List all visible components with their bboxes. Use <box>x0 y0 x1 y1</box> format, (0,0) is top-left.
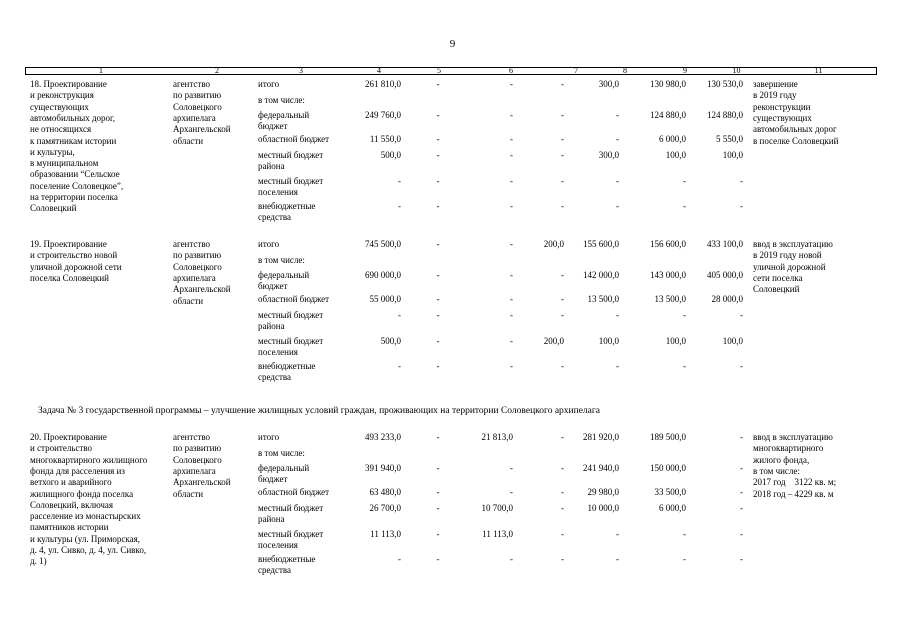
result-line: завершение <box>753 79 798 89</box>
value-cell: - <box>436 201 440 211</box>
funding-source: поселения <box>258 187 298 198</box>
value-cell: 690 000,0 <box>365 270 401 280</box>
value-cell: - <box>740 529 743 539</box>
project-name-line: многоквартирного жилищного <box>30 454 148 465</box>
value-cell: 100,0 <box>665 336 686 346</box>
value-cell: - <box>436 361 440 371</box>
funding-source: бюджет <box>258 121 288 132</box>
funding-source: местный бюджет <box>258 336 324 346</box>
executor-line: архипелага <box>173 272 216 283</box>
value-cell: 433 100,0 <box>707 239 743 249</box>
value-cell: 155 600,0 <box>583 239 619 249</box>
result-line: ввод в эксплуатацию <box>753 432 833 442</box>
value-cell: - <box>561 432 564 442</box>
project-name-line: и культуры, <box>30 146 75 157</box>
value-cell: - <box>510 201 513 211</box>
executor-line: агентство <box>173 239 211 249</box>
value-cell: - <box>561 294 564 304</box>
executor-line: Соловецкого <box>173 261 222 272</box>
value-cell: 391 940,0 <box>365 463 401 473</box>
value-cell: - <box>561 554 564 564</box>
value-cell: - <box>616 361 619 371</box>
project-name-line: Соловецкий, включая <box>30 499 114 510</box>
value-cell: - <box>510 554 513 564</box>
header-col-7: 7 <box>574 66 578 75</box>
funding-source: итого <box>258 79 280 89</box>
value-cell: 493 233,0 <box>365 432 401 442</box>
executor-line: области <box>173 135 204 146</box>
value-cell: - <box>398 176 401 186</box>
value-cell: - <box>683 176 686 186</box>
funding-source: внебюджетные <box>258 554 316 564</box>
value-cell: - <box>683 361 686 371</box>
executor-line: по развитию <box>173 250 222 261</box>
value-cell: - <box>510 463 513 473</box>
project-name-line: поселение Соловецкое”, <box>30 180 124 191</box>
funding-source: в том числе: <box>258 255 305 265</box>
funding-source: средства <box>258 565 292 576</box>
value-cell: 300,0 <box>598 79 619 89</box>
value-cell: - <box>510 487 513 497</box>
value-cell: 100,0 <box>598 336 619 346</box>
value-cell: 142 000,0 <box>583 270 619 280</box>
result-line: ввод в эксплуатацию <box>753 239 833 249</box>
header-col-2: 2 <box>215 66 219 75</box>
funding-source: средства <box>258 212 292 223</box>
value-cell: - <box>683 201 686 211</box>
value-cell: 11 113,0 <box>482 529 513 539</box>
value-cell: 124 880,0 <box>707 110 743 120</box>
value-cell: 200,0 <box>543 336 564 346</box>
value-cell: - <box>398 554 401 564</box>
value-cell: 10 000,0 <box>587 503 619 513</box>
value-cell: 156 600,0 <box>650 239 686 249</box>
value-cell: 300,0 <box>598 150 619 160</box>
value-cell: - <box>436 503 440 513</box>
funding-source: района <box>258 514 285 525</box>
result-line: автомобильных дорог <box>753 124 837 135</box>
value-cell: - <box>616 201 619 211</box>
result-line: уличной дорожной <box>753 261 826 272</box>
value-cell: - <box>561 463 564 473</box>
funding-source: местный бюджет <box>258 310 324 320</box>
table-header <box>25 67 877 75</box>
value-cell: 5 550,0 <box>716 134 743 144</box>
value-cell: - <box>561 150 564 160</box>
executor-line: по развитию <box>173 443 222 454</box>
funding-source: района <box>258 161 285 172</box>
value-cell: 281 920,0 <box>583 432 619 442</box>
value-cell: - <box>683 310 686 320</box>
value-cell: 13 500,0 <box>654 294 686 304</box>
project-name-line: 19. Проектирование <box>30 239 107 249</box>
project-name-line: и строительство <box>30 443 93 454</box>
value-cell: - <box>510 176 513 186</box>
project-name-line: памятников истории <box>30 522 109 533</box>
value-cell: 13 500,0 <box>587 294 619 304</box>
value-cell: - <box>561 201 564 211</box>
value-cell: 500,0 <box>380 150 401 160</box>
executor-line: агентство <box>173 432 211 442</box>
value-cell: - <box>616 134 619 144</box>
value-cell: - <box>616 176 619 186</box>
value-cell: - <box>436 529 440 539</box>
value-cell: 200,0 <box>543 239 564 249</box>
value-cell: - <box>398 310 401 320</box>
header-col-6: 6 <box>509 66 513 75</box>
funding-source: района <box>258 321 285 332</box>
value-cell: - <box>510 79 513 89</box>
value-cell: - <box>740 463 743 473</box>
funding-source: местный бюджет <box>258 529 324 539</box>
value-cell: - <box>436 150 440 160</box>
value-cell: - <box>740 201 743 211</box>
value-cell: - <box>561 503 564 513</box>
project-name-line: к памятникам истории <box>30 135 117 146</box>
value-cell: - <box>683 529 686 539</box>
value-cell: - <box>510 336 513 346</box>
project-name-line: на территории поселка <box>30 192 118 202</box>
project-name-line: ветхого и аварийного <box>30 477 112 488</box>
value-cell: - <box>561 134 564 144</box>
value-cell: - <box>510 134 513 144</box>
value-cell: - <box>510 239 513 249</box>
value-cell: - <box>740 432 743 442</box>
value-cell: - <box>436 239 440 249</box>
value-cell: 10 700,0 <box>481 503 513 513</box>
result-line: в том числе: <box>753 465 800 476</box>
funding-source: областной бюджет <box>258 134 330 144</box>
value-cell: - <box>436 310 440 320</box>
funding-source: итого <box>258 432 280 442</box>
funding-source: средства <box>258 372 292 383</box>
value-cell: 55 000,0 <box>369 294 401 304</box>
value-cell: - <box>740 176 743 186</box>
project-name-line: 18. Проектирование <box>30 79 107 89</box>
funding-source: федеральный <box>258 110 310 120</box>
value-cell: - <box>436 463 440 473</box>
value-cell: - <box>510 150 513 160</box>
project-name-line: существующих <box>30 101 89 112</box>
executor-line: архипелага <box>173 465 216 476</box>
value-cell: 130 530,0 <box>707 79 743 89</box>
executor-line: Архангельской <box>173 284 231 295</box>
funding-source: областной бюджет <box>258 487 330 497</box>
value-cell: - <box>561 110 564 120</box>
header-col-5: 5 <box>437 66 441 75</box>
value-cell: - <box>683 554 686 564</box>
value-cell: - <box>740 487 743 497</box>
funding-source: федеральный <box>258 463 310 473</box>
value-cell: 500,0 <box>380 336 401 346</box>
funding-source: внебюджетные <box>258 201 316 211</box>
value-cell: - <box>740 310 743 320</box>
value-cell: - <box>561 176 564 186</box>
value-cell: 100,0 <box>665 150 686 160</box>
value-cell: 6 000,0 <box>659 503 686 513</box>
value-cell: - <box>510 294 513 304</box>
value-cell: - <box>740 503 743 513</box>
result-line: в 2019 году <box>753 90 797 101</box>
header-col-9: 9 <box>683 66 687 75</box>
result-line: жилого фонда, <box>753 454 810 465</box>
value-cell: - <box>561 529 564 539</box>
value-cell: - <box>436 432 440 442</box>
value-cell: 249 760,0 <box>365 110 401 120</box>
executor-line: Архангельской <box>173 477 231 488</box>
value-cell: 189 500,0 <box>650 432 686 442</box>
executor-line: агентство <box>173 79 211 89</box>
value-cell: 124 880,0 <box>650 110 686 120</box>
value-cell: 241 940,0 <box>583 463 619 473</box>
task-heading: Задача № 3 государственной программы – улучшение жилищных условий граждан, проживающих на территории Соловецкого архипелага <box>38 406 600 416</box>
value-cell: 6 000,0 <box>659 134 686 144</box>
funding-source: поселения <box>258 540 298 551</box>
project-name-line: автомобильных дорог, <box>30 112 115 123</box>
result-line: сети поселка <box>753 272 803 283</box>
funding-source: областной бюджет <box>258 294 330 304</box>
project-name-line: и строительство новой <box>30 250 118 261</box>
value-cell: - <box>398 201 401 211</box>
value-cell: 100,0 <box>722 150 743 160</box>
value-cell: - <box>436 270 440 280</box>
project-name-line: д. 4, ул. Сивко, д. 4, ул. Сивко, <box>30 545 147 555</box>
value-cell: 11 550,0 <box>369 134 401 144</box>
funding-source: в том числе: <box>258 95 305 105</box>
value-cell: 745 500,0 <box>365 239 401 249</box>
result-line: 2017 год 3122 кв. м; <box>753 477 837 488</box>
project-name-line: поселка Соловецкий <box>30 272 110 283</box>
value-cell: - <box>436 110 440 120</box>
project-name-line: и культуры (ул. Приморская, <box>30 533 140 544</box>
value-cell: 28 000,0 <box>711 294 743 304</box>
result-line: 2018 год – 4229 кв. м <box>753 488 834 499</box>
funding-source: местный бюджет <box>258 176 324 186</box>
value-cell: 63 480,0 <box>369 487 401 497</box>
value-cell: - <box>436 554 440 564</box>
value-cell: - <box>436 79 440 89</box>
executor-line: Соловецкого <box>173 101 222 112</box>
value-cell: - <box>436 336 440 346</box>
executor-line: области <box>173 295 204 306</box>
executor-line: Архангельской <box>173 124 231 135</box>
funding-source: в том числе: <box>258 448 305 458</box>
header-col-1: 1 <box>99 66 103 75</box>
value-cell: - <box>561 487 564 497</box>
funding-source: местный бюджет <box>258 150 324 160</box>
executor-line: по развитию <box>173 90 222 101</box>
value-cell: - <box>561 361 564 371</box>
executor-line: области <box>173 488 204 499</box>
project-name-line: д. 1) <box>30 556 47 567</box>
value-cell: 261 810,0 <box>365 79 401 89</box>
value-cell: - <box>561 270 564 280</box>
funding-source: внебюджетные <box>258 361 316 371</box>
value-cell: - <box>510 270 513 280</box>
funding-source: бюджет <box>258 474 288 485</box>
project-name-line: расселение из монастырских <box>30 511 141 522</box>
result-line: многоквартирного <box>753 443 824 454</box>
value-cell: - <box>436 134 440 144</box>
result-line: реконструкции <box>753 101 811 112</box>
value-cell: - <box>616 554 619 564</box>
result-line: в 2019 году новой <box>753 250 822 261</box>
project-name-line: Соловецкий <box>30 203 77 214</box>
header-col-8: 8 <box>623 66 627 75</box>
value-cell: - <box>510 310 513 320</box>
funding-source: итого <box>258 239 280 249</box>
result-line: существующих <box>753 112 812 123</box>
value-cell: 33 500,0 <box>654 487 686 497</box>
value-cell: 26 700,0 <box>369 503 401 513</box>
header-col-10: 10 <box>732 66 741 75</box>
project-name-line: и реконструкция <box>30 90 94 101</box>
funding-source: федеральный <box>258 270 310 280</box>
executor-line: Соловецкого <box>173 454 222 465</box>
project-name-line: фонда для расселения из <box>30 465 125 476</box>
value-cell: - <box>398 361 401 371</box>
value-cell: - <box>510 361 513 371</box>
value-cell: 29 980,0 <box>587 487 619 497</box>
result-line: в поселке Соловецкий <box>753 135 839 146</box>
value-cell: - <box>561 79 564 89</box>
executor-line: архипелага <box>173 112 216 123</box>
value-cell: - <box>616 529 619 539</box>
value-cell: - <box>436 487 440 497</box>
value-cell: - <box>561 310 564 320</box>
funding-source: местный бюджет <box>258 503 324 513</box>
value-cell: 405 000,0 <box>707 270 743 280</box>
project-name-line: жилищного фонда поселка <box>30 488 134 499</box>
project-name-line: образовании “Сельское <box>30 169 120 180</box>
project-name-line: не относящихся <box>30 124 92 135</box>
value-cell: - <box>510 110 513 120</box>
value-cell: - <box>436 176 440 186</box>
value-cell: - <box>436 294 440 304</box>
funding-source: поселения <box>258 347 298 358</box>
value-cell: 100,0 <box>722 336 743 346</box>
header-col-4: 4 <box>377 66 381 75</box>
header-col-3: 3 <box>299 66 303 75</box>
project-name-line: 20. Проектирование <box>30 432 107 442</box>
value-cell: 21 813,0 <box>481 432 513 442</box>
value-cell: 143 000,0 <box>650 270 686 280</box>
header-col-11: 11 <box>814 66 823 75</box>
result-line: Соловецкий <box>753 284 800 295</box>
value-cell: 130 980,0 <box>650 79 686 89</box>
value-cell: 11 113,0 <box>370 529 401 539</box>
value-cell: - <box>616 110 619 120</box>
page-number: 9 <box>449 38 456 50</box>
value-cell: - <box>740 554 743 564</box>
value-cell: 150 000,0 <box>650 463 686 473</box>
value-cell: - <box>740 361 743 371</box>
value-cell: - <box>616 310 619 320</box>
funding-source: бюджет <box>258 281 288 292</box>
project-name-line: в муниципальном <box>30 158 99 169</box>
project-name-line: уличной дорожной сети <box>30 261 122 272</box>
